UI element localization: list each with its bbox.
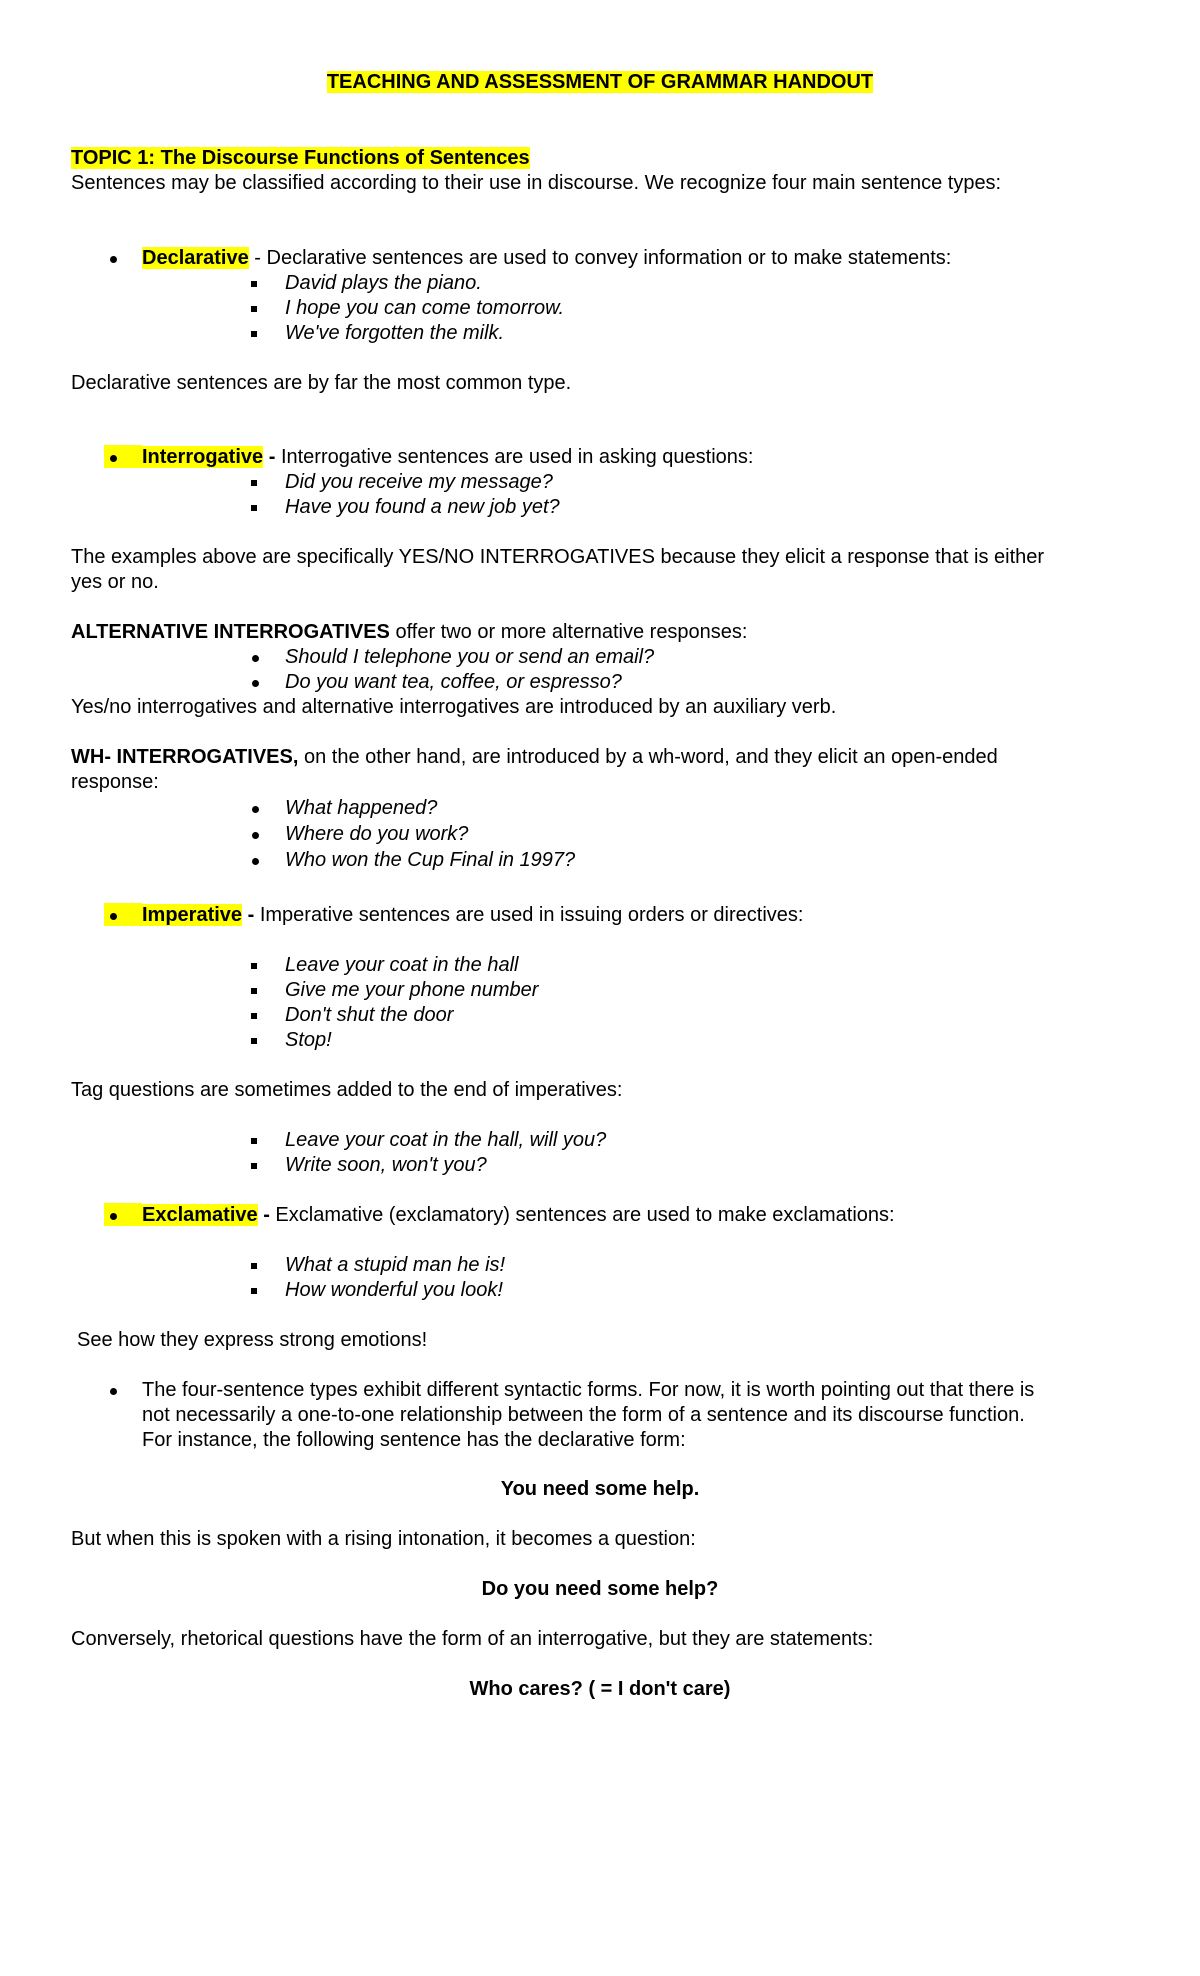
closing-para-line2: not necessarily a one-to-one relationship between the form of a sentence and its discourse function. (142, 1404, 1025, 1426)
bullet-dot-icon (110, 455, 117, 462)
bullet-dot-icon (110, 1213, 117, 1220)
interrogative-example: Have you found a new job yet? (285, 496, 560, 518)
closing-para-line1: The four-sentence types exhibit different syntactic forms. For now, it is worth pointing out that there is (142, 1379, 1035, 1401)
tag-example: Write soon, won't you? (285, 1154, 487, 1176)
bullet-square-icon (251, 1138, 257, 1144)
interrogative-term: Interrogative (142, 446, 264, 468)
declarative-term: Declarative (142, 247, 249, 269)
yes-no-note-line2: yes or no. (71, 571, 159, 593)
bullet-square-icon (251, 306, 257, 312)
exclamative-desc: Exclamative (exclamatory) sentences are used to make exclamations: (275, 1204, 895, 1226)
exclamative-term: Exclamative (142, 1204, 258, 1226)
imperative-term: Imperative (142, 904, 243, 926)
bullet-square-icon (251, 1288, 257, 1294)
bullet-square-icon (251, 963, 257, 969)
bullet-square-icon (251, 988, 257, 994)
alternative-example: Do you want tea, coffee, or espresso? (285, 671, 622, 693)
declarative-example: We've forgotten the milk. (285, 322, 505, 344)
bullet-dot-icon (252, 680, 259, 687)
bullet-dot-icon (252, 655, 259, 662)
alternative-example: Should I telephone you or send an email? (285, 646, 655, 668)
imperative-desc: Imperative sentences are used in issuing orders or directives: (259, 904, 804, 926)
bullet-square-icon (251, 331, 257, 337)
bullet-square-icon (251, 505, 257, 511)
yes-no-note-line1: The examples above are specifically YES/NO INTERROGATIVES because they elicit a response that is either (71, 546, 1045, 568)
bullet-dot-icon (252, 806, 259, 813)
bullet-square-icon (251, 1263, 257, 1269)
bullet-dot-icon (252, 832, 259, 839)
alternative-note: Yes/no interrogatives and alternative interrogatives are introduced by an auxiliary verb. (71, 696, 837, 718)
exclamative-note: See how they express strong emotions! (77, 1329, 428, 1351)
rising-intonation-note: But when this is spoken with a rising intonation, it becomes a question: (71, 1528, 696, 1550)
bullet-dot-icon (110, 1388, 117, 1395)
bullet-square-icon (251, 1013, 257, 1019)
wh-example: Where do you work? (285, 823, 469, 845)
declarative-desc: - Declarative sentences are used to convey information or to make statements: (248, 247, 952, 269)
bullet-square-icon (251, 1163, 257, 1169)
imperative-example: Don't shut the door (285, 1004, 454, 1026)
imperative-line: Imperative - Imperative sentences are used in issuing orders or directives: (142, 904, 804, 926)
bullet-square-icon (251, 480, 257, 486)
declarative-example: I hope you can come tomorrow. (285, 297, 565, 319)
imperative-example: Stop! (285, 1029, 332, 1051)
bullet-dot-icon (252, 858, 259, 865)
wh-example: What happened? (285, 797, 438, 819)
wh-example: Who won the Cup Final in 1997? (285, 849, 576, 871)
alternative-interrogatives-line: ALTERNATIVE INTERROGATIVES offer two or more alternative responses: (71, 621, 748, 643)
example-declarative-form: You need some help. (500, 1478, 700, 1500)
declarative-example: David plays the piano. (285, 272, 482, 294)
exclamative-example: How wonderful you look! (285, 1279, 503, 1301)
wh-interrogatives-line2: response: (71, 771, 159, 793)
bullet-dot-icon (110, 256, 117, 263)
closing-para-line3: For instance, the following sentence has the declarative form: (142, 1429, 686, 1451)
topic-intro: Sentences may be classified according to their use in discourse. We recognize four main sentence types: (71, 172, 1002, 194)
tag-example: Leave your coat in the hall, will you? (285, 1129, 607, 1151)
bullet-square-icon (251, 1038, 257, 1044)
tag-questions-note: Tag questions are sometimes added to the end of imperatives: (71, 1079, 623, 1101)
interrogative-example: Did you receive my message? (285, 471, 553, 493)
imperative-example: Leave your coat in the hall (285, 954, 519, 976)
wh-interrogatives-line: WH- INTERROGATIVES, on the other hand, are introduced by a wh-word, and they elicit an open-ended (71, 746, 998, 768)
example-rhetorical: Who cares? ( = I don't care) (469, 1678, 731, 1700)
interrogative-line: Interrogative - Interrogative sentences are used in asking questions: (142, 446, 754, 468)
bullet-square-icon (251, 281, 257, 287)
imperative-example: Give me your phone number (285, 979, 539, 1001)
interrogative-desc: Interrogative sentences are used in asking questions: (280, 446, 754, 468)
example-question-form: Do you need some help? (481, 1578, 719, 1600)
document-title: TEACHING AND ASSESSMENT OF GRAMMAR HANDOUT (326, 71, 874, 93)
rhetorical-note: Conversely, rhetorical questions have the form of an interrogative, but they are statements: (71, 1628, 874, 1650)
exclamative-example: What a stupid man he is! (285, 1254, 506, 1276)
declarative-line (142, 246, 951, 271)
topic-heading: TOPIC 1: The Discourse Functions of Sentences (71, 147, 530, 169)
declarative-note: Declarative sentences are by far the most common type. (71, 372, 572, 394)
exclamative-line: Exclamative - Exclamative (exclamatory) sentences are used to make exclamations: (142, 1204, 895, 1226)
bullet-dot-icon (110, 913, 117, 920)
